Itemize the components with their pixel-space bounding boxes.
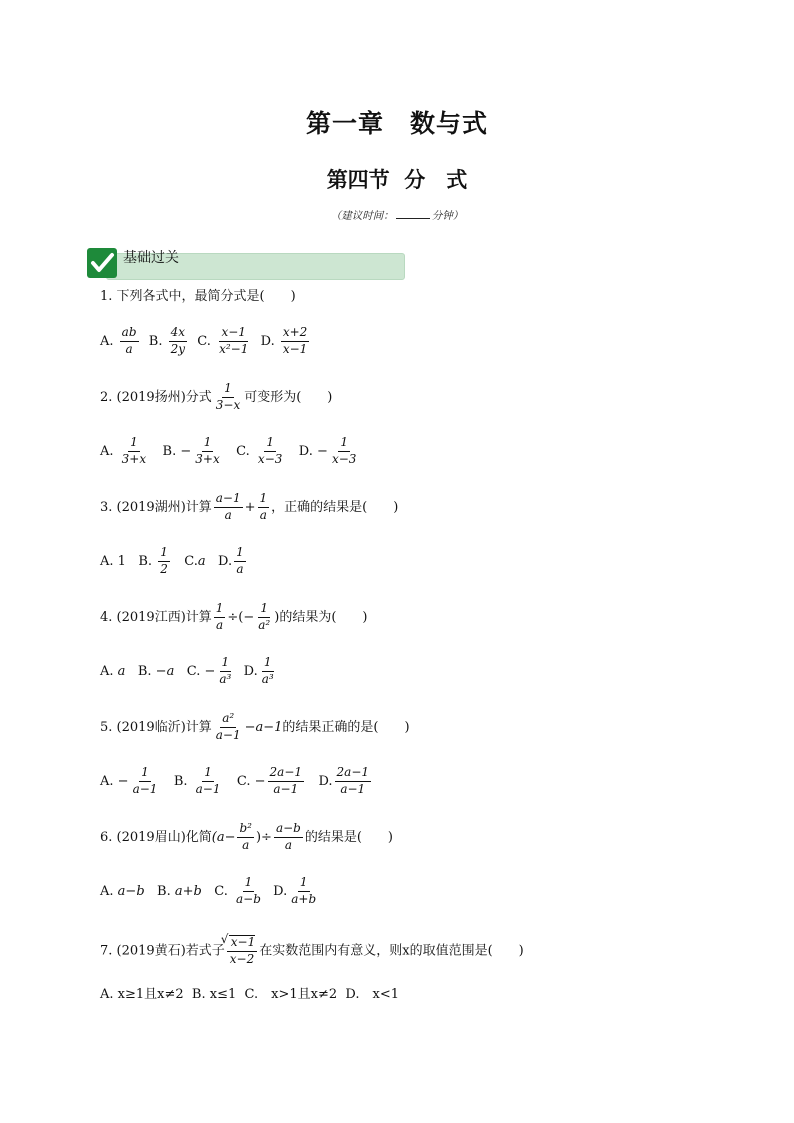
q1-option-c-fraction: $\frac{x-1}{\text{x²−1}}$ — [219, 325, 249, 356]
chapter-title: 第一章 数与式 — [305, 109, 488, 138]
q1-option-b-fraction: $\frac{4x}{2y}$ — [170, 325, 186, 356]
time-blank — [396, 209, 430, 219]
question-7-stem: 7. (2019黄石)若式子 √ $\frac{x-1}{x-2}$ 在实数范围内有意义，则x的取值范围是( ) — [100, 935, 524, 967]
q1-option-d-fraction: $\frac{x+2}{x-1}$ — [282, 325, 308, 356]
question-5-stem: 5. (2019临沂)计算 $\frac{\text{a²}}{a-1}$ −a−1的结果正确的是( ) — [100, 711, 410, 742]
q2-stem-fraction: $\frac{1}{3-x}$ — [215, 381, 241, 412]
question-3-options: A. 1 B. $\frac{1}{2}$ C.a D. $\frac{1}{a}$ — [100, 545, 244, 576]
banner-label: 基础过关 — [123, 250, 179, 266]
question-6-options: A. a−b B. a+b C. $\frac{1}{a-b}$ D. $\frac{1}{a+b}$ — [100, 875, 317, 906]
section-title: 第四节 分 式 — [326, 168, 468, 192]
question-1-stem: 1. 下列各式中，最简分式是( ) — [100, 289, 296, 304]
suggested-time-note: （建议时间： 分钟） — [330, 210, 464, 222]
question-6-stem: 6. (2019眉山)化简(a− $\frac{\text{b²}}{a}$ )÷ $\frac{a-b}{a}$ 的结果是( ) — [100, 821, 393, 852]
question-7-options: A. x≥1且x≠2 B. x≤1 C. x>1且x≠2 D. x<1 — [100, 987, 399, 1002]
question-2-stem: 2. (2019扬州)分式 $\frac{1}{3-x}$ 可变形为( ) — [100, 381, 333, 412]
question-4-stem: 4. (2019江西)计算 $\frac{1}{a}$ ÷(− $\frac{1}{\text{a²}}$ )的结果为( ) — [100, 601, 368, 632]
question-1-options: A. $\frac{ab}{a}$ B. $\frac{4x}{2y}$ C. $\frac{x-1}{\text{x²−1}}$ D. $\frac{x+2}{x-1}$ — [100, 325, 308, 356]
q1-option-a-fraction: $\frac{ab}{a}$ — [121, 325, 137, 356]
question-3-stem: 3. (2019湖州)计算 $\frac{a-1}{a}$ + $\frac{1}{a}$ ，正确的结果是( ) — [100, 491, 399, 522]
question-4-options: A. a B. −a C. − $\frac{1}{\text{a³}}$ D. $\frac{1}{\text{a³}}$ — [100, 655, 274, 686]
check-icon — [87, 248, 117, 278]
question-5-options: A. − $\frac{1}{a-1}$ B. $\frac{1}{a-1}$ C. − $\frac{2a-1}{a-1}$ D. $\frac{2a-1}{a-1}$ — [100, 765, 370, 796]
question-2-options: A. $\frac{1}{3+x}$ B. − $\frac{1}{3+x}$ C. $\frac{1}{x-3}$ D. − $\frac{1}{x-3}$ — [100, 435, 357, 466]
